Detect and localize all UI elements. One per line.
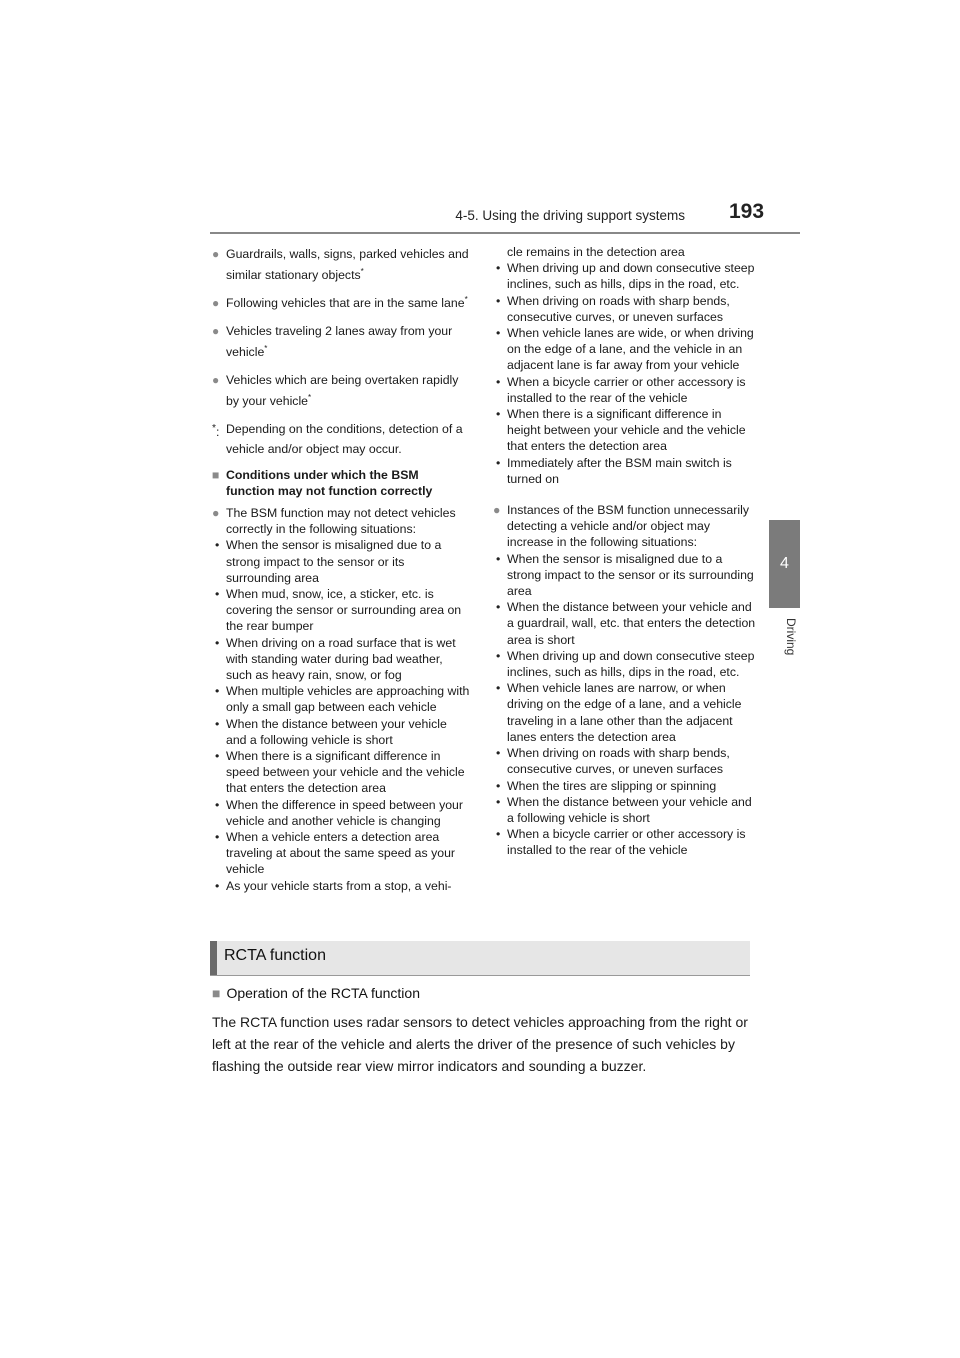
list-item: • When the distance between your vehicle and a guardrail, wall, etc. that enters the detection area is short [493, 599, 758, 648]
list-item: • When there is a significant difference in height between your vehicle and the vehicle that enters the detection area [493, 406, 758, 455]
circle-bullet-icon: ● [212, 247, 220, 261]
list-item: • As your vehicle starts from a stop, a vehi- [212, 878, 470, 894]
list-item: • When a bicycle carrier or other accessory is installed to the rear of the vehicle [493, 826, 758, 858]
list-item: • Immediately after the BSM main switch is turned on [493, 455, 758, 487]
list-item: • When multiple vehicles are approaching with only a small gap between each vehicle [212, 683, 470, 715]
not-detect-list [212, 537, 470, 893]
list-item: • When there is a significant difference in speed between your vehicle and the vehicle that enters the detection area [212, 748, 470, 797]
page-number: 193 [729, 200, 765, 223]
list-item-continuation: cle remains in the detection area [507, 245, 685, 259]
section-title: 4-5. Using the driving support systems [455, 208, 685, 223]
list-item: • When the distance between your vehicle and a following vehicle is short [212, 716, 470, 748]
list-item: • When the sensor is misaligned due to a strong impact to the sensor or its surrounding area [212, 537, 470, 586]
list-item: • When driving up and down consecutive steep inclines, such as hills, dips in the road, etc. [493, 648, 758, 680]
circle-bullet-icon: ● [212, 506, 220, 520]
right-column [493, 244, 758, 859]
list-item: • When mud, snow, ice, a sticker, etc. is covering the sensor or surrounding area on the rear bumper [212, 586, 470, 635]
list-item: • When driving on a road surface that is wet with standing water during bad weather, such as heavy rain, snow, or fog [212, 635, 470, 684]
conditions-heading: ■ Conditions under which the BSM function may not function correctly [212, 468, 433, 498]
circle-bullet-icon: ● [212, 296, 220, 310]
circle-bullet-icon: ● [212, 373, 220, 387]
section-banner-accent [210, 941, 217, 975]
list-item: • When the distance between your vehicle and a following vehicle is short [493, 794, 758, 826]
square-bullet-icon: ■ [212, 468, 220, 482]
list-item: • When the sensor is misaligned due to a strong impact to the sensor or its surrounding area [493, 551, 758, 600]
circle-bullet-icon: ● [493, 503, 501, 518]
list-item: • When the tires are slipping or spinning [493, 778, 758, 794]
list-item: • When the difference in speed between your vehicle and another vehicle is changing [212, 797, 470, 829]
chapter-label: Driving [784, 618, 798, 656]
subheading: ■ Operation of the RCTA function [212, 985, 420, 1001]
circle-bullet-icon: ● [212, 324, 220, 338]
list-item: • When driving up and down consecutive steep inclines, such as hills, dips in the road, etc. [493, 260, 758, 292]
chapter-number: 4 [780, 555, 789, 572]
list-item: ● The BSM function may not detect vehicles correctly in the following situations: [212, 506, 456, 537]
list-item: • When a bicycle carrier or other accessory is installed to the rear of the vehicle [493, 374, 758, 406]
list-item: • When vehicle lanes are narrow, or when driving on the edge of a lane, and a vehicle traveling in a lane other than the adjacent lanes enters the detection area [493, 680, 758, 745]
list-item: ● Instances of the BSM function unnecessarily detecting a vehicle and/or object may increase in the following situations: [493, 503, 749, 550]
section-rule [210, 975, 750, 976]
list-item: ● Vehicles which are being overtaken rapidly by your vehicle* [212, 370, 470, 412]
not-detect-list-continued [493, 260, 758, 487]
list-item: • When driving on roads with sharp bends, consecutive curves, or uneven surfaces [493, 293, 758, 325]
unnecessary-detect-list [493, 551, 758, 859]
square-bullet-icon: ■ [212, 985, 221, 1001]
left-column [212, 244, 470, 894]
list-item: • When driving on roads with sharp bends, consecutive curves, or uneven surfaces [493, 745, 758, 777]
list-item: ● Following vehicles that are in the same lane* [212, 293, 470, 314]
list-item: ● Vehicles traveling 2 lanes away from your vehicle* [212, 321, 470, 363]
list-item: • When a vehicle enters a detection area traveling at about the same speed as your vehicle [212, 829, 470, 878]
footnote: *: Depending on the conditions, detection of a vehicle and/or object may occur. [212, 422, 463, 456]
section-heading: RCTA function [224, 947, 326, 964]
list-item: ● Guardrails, walls, signs, parked vehicles and similar stationary objects* [212, 244, 470, 286]
header-rule [210, 232, 800, 234]
list-item: • When vehicle lanes are wide, or when driving on the edge of a lane, and the vehicle in an adjacent lane is far away from your vehicle [493, 325, 758, 374]
body-paragraph: The RCTA function uses radar sensors to detect vehicles approaching from the right or left at the rear of the vehicle and alerts the driver of the presence of such vehicles by flashing the outside rear view mirror indicators and sounding a buzzer. [212, 1014, 748, 1074]
